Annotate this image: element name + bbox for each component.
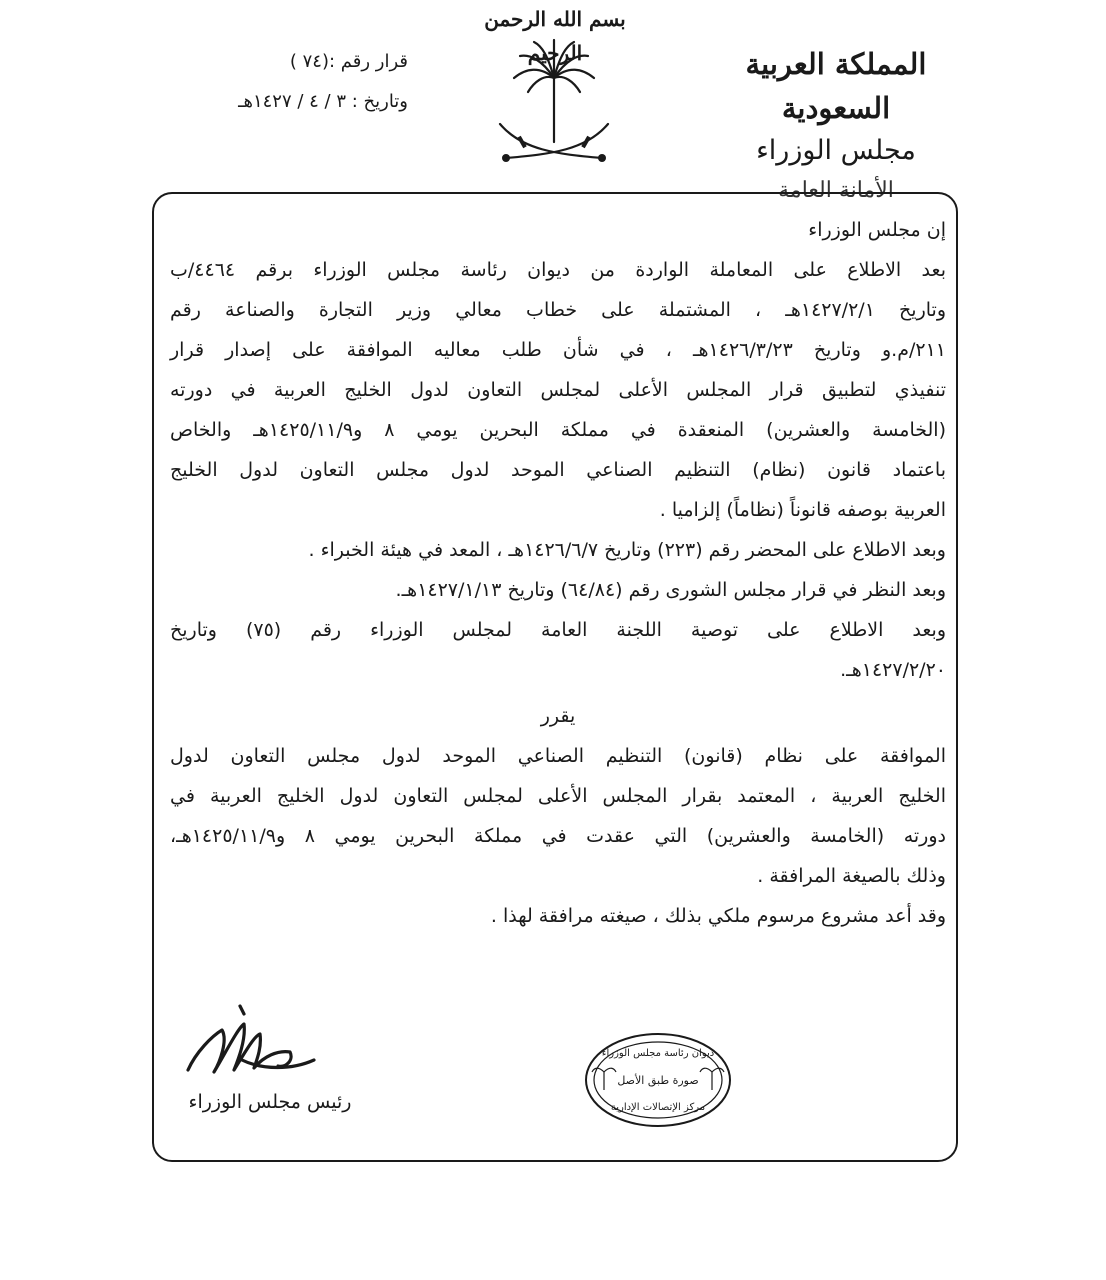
paragraph-line: العربية بوصفه قانوناً (نظاماً) إلزاميا . [659, 499, 946, 521]
paragraph-line: وبعد الاطلاع على توصية اللجنة العامة لمجلس الوزراء رقم (٧٥) وتاريخ [170, 619, 946, 641]
signatory-title: رئيس مجلس الوزراء [188, 1091, 352, 1113]
paragraph-line: تنفيذي لتطبيق قرار المجلس الأعلى لمجلس التعاون لدول الخليج العربية في دورته [170, 379, 946, 401]
resolution-line: دورته (الخامسة والعشرين) التي عقدت في مملكة البحرين يومي ٨ و١٤٢٥/١١/٩هـ، [170, 825, 946, 847]
basmala: بسم الله الرحمن الرحيم [484, 7, 626, 65]
resolution-line: الموافقة على نظام (قانون) التنظيم الصناعي الموحد لدول مجلس التعاون لدول [170, 745, 946, 767]
paragraph-line: باعتماد قانون (نظام) التنظيم الصناعي الموحد لدول مجلس التعاون لدول الخليج [170, 459, 946, 481]
council-name: مجلس الوزراء [756, 135, 916, 166]
decision-date: وتاريخ : ٣ / ٤ / ١٤٢٧هـ [238, 91, 408, 112]
resolution-line: وذلك بالصيغة المرافقة . [757, 865, 946, 887]
secretariat-name: الأمانة العامة [778, 178, 894, 203]
handwritten-signature [182, 1000, 322, 1084]
intro-line: إن مجلس الوزراء [808, 219, 946, 241]
paragraph-line: وبعد الاطلاع على المحضر رقم (٢٢٣) وتاريخ ١٤٢٦/٦/٧هـ ، المعد في هيئة الخبراء . [308, 539, 946, 561]
saudi-emblem-icon [492, 38, 616, 166]
closing-line: وقد أعد مشروع مرسوم ملكي بذلك ، صيغته مرافقة لهذا . [490, 905, 946, 927]
paragraph-line: ١٤٢٧/٢/٢٠هـ. [840, 659, 946, 681]
stamp-line-top: ديوان رئاسة مجلس الوزراء [601, 1048, 715, 1059]
paragraph-line: (الخامسة والعشرين) المنعقدة في مملكة البحرين يومي ٨ و١٤٢٥/١١/٩هـ والخاص [170, 419, 946, 441]
stamp-line-bottom: مركز الإتصالات الإدارية [610, 1102, 706, 1113]
decides-heading: يقرر [540, 705, 576, 727]
resolution-line: الخليج العربية ، المعتمد بقرار المجلس الأعلى لمجلس التعاون لدول الخليج العربية في [170, 785, 946, 807]
paragraph-line: وبعد النظر في قرار مجلس الشورى رقم (٦٤/٨٤) وتاريخ ١٤٢٧/١/١٣هـ. [395, 579, 946, 601]
decision-number: قرار رقم :(٧٤ ) [289, 51, 408, 72]
letterhead [696, 42, 976, 210]
paragraph-line: ٢١١/م.و وتاريخ ١٤٢٦/٣/٢٣هـ ، في شأن طلب معاليه الموافقة على إصدار قرار [170, 339, 946, 361]
kingdom-name: المملكة العربية السعودية [745, 47, 927, 125]
decision-meta [148, 42, 408, 122]
paragraph-line: وتاريخ ١٤٢٧/٢/١هـ ، المشتملة على خطاب معالي وزير التجارة والصناعة رقم [170, 299, 946, 321]
paragraph-line: بعد الاطلاع على المعاملة الواردة من ديوان رئاسة مجلس الوزراء برقم ٤٤٦٤/ب [170, 259, 946, 281]
decision-body [170, 210, 946, 936]
official-stamp-icon [582, 1030, 734, 1130]
stamp-line-middle: صورة طبق الأصل [617, 1074, 699, 1087]
